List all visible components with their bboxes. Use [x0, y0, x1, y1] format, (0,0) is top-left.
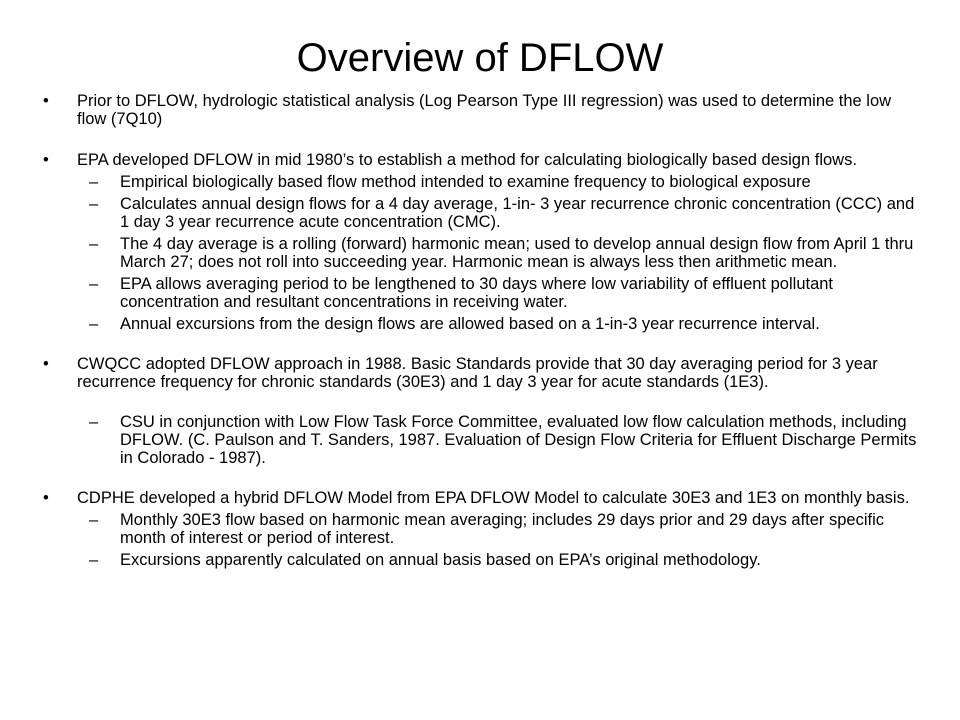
sub-bullet-empirical — [43, 173, 923, 191]
bullet-cwqcc-adopted — [43, 355, 923, 391]
bullet-marker: • — [43, 355, 49, 373]
bullet-marker: • — [43, 489, 49, 507]
bullet-text: Prior to DFLOW, hydrologic statistical analysis (Log Pearson Type III regression) was used to determine the low flow (7Q10) — [77, 92, 892, 128]
bullet-text: CWQCC adopted DFLOW approach in 1988. Basic Standards provide that 30 day averaging period for 3 year recurrence frequency for chronic standards (30E3) and 1 day 3 year for acute standards (1E3). — [77, 355, 878, 391]
sub-bullet-text: Empirical biologically based flow method intended to examine frequency to biological exposure — [120, 173, 811, 191]
bullet-text: CDPHE developed a hybrid DFLOW Model from EPA DFLOW Model to calculate 30E3 and 1E3 on monthly basis. — [77, 489, 910, 507]
sub-bullet-text: EPA allows averaging period to be lengthened to 30 days where low variability of effluent pollutant concentration and resultant concentrations in receiving water. — [120, 275, 834, 311]
sub-bullet-four-day-average — [43, 235, 923, 271]
sub-bullet-text: Monthly 30E3 flow based on harmonic mean averaging; includes 29 days prior and 29 days after specific month of interest or period of interest. — [120, 511, 885, 547]
sub-bullet-marker: – — [89, 173, 99, 191]
bullet-cdphe-developed — [43, 489, 923, 507]
sub-bullet-text: Calculates annual design flows for a 4 day average, 1-in- 3 year recurrence chronic concentration (CCC) and 1 day 3 year recurrence acute concentration (CMC). — [120, 195, 915, 231]
bullet-marker: • — [43, 151, 49, 169]
bullet-marker: • — [43, 92, 49, 110]
sub-bullet-marker: – — [89, 235, 99, 253]
sub-bullet-marker: – — [89, 195, 99, 213]
sub-bullet-text: CSU in conjunction with Low Flow Task Force Committee, evaluated low flow calculation methods, including DFLOW. (C. Paulson and T. Sanders, 1987. Evaluation of Design Flow Criteria for Effluent Discharge Permits in Colorado - 1987). — [120, 413, 917, 467]
sub-bullet-calculates — [43, 195, 923, 231]
sub-bullet-text: The 4 day average is a rolling (forward) harmonic mean; used to develop annual design flow from April 1 thru March 27; does not roll into succeeding year. Harmonic mean is always less then arithmetic mean. — [120, 235, 914, 271]
sub-bullet-excursions-apparently — [43, 551, 923, 569]
sub-bullet-text: Excursions apparently calculated on annual basis based on EPA’s original methodology. — [120, 551, 761, 569]
slide-title: Overview of DFLOW — [296, 36, 664, 80]
sub-bullet-epa-allows — [43, 275, 923, 311]
sub-bullet-marker: – — [89, 315, 99, 333]
sub-bullet-text: Annual excursions from the design flows are allowed based on a 1-in-3 year recurrence interval. — [120, 315, 820, 333]
bullet-prior-to-dflow — [43, 92, 923, 128]
slide-content — [43, 92, 923, 569]
sub-bullet-marker: – — [89, 551, 99, 569]
sub-bullet-annual-excursions — [43, 315, 923, 333]
bullet-text: EPA developed DFLOW in mid 1980’s to establish a method for calculating biologically based design flows. — [77, 151, 857, 169]
sub-bullet-csu-conjunction — [43, 413, 923, 467]
sub-bullet-marker: – — [89, 511, 99, 529]
sub-bullet-monthly-30e3 — [43, 511, 923, 547]
sub-bullet-marker: – — [89, 413, 99, 431]
bullet-epa-developed — [43, 151, 923, 169]
sub-bullet-marker: – — [89, 275, 99, 293]
